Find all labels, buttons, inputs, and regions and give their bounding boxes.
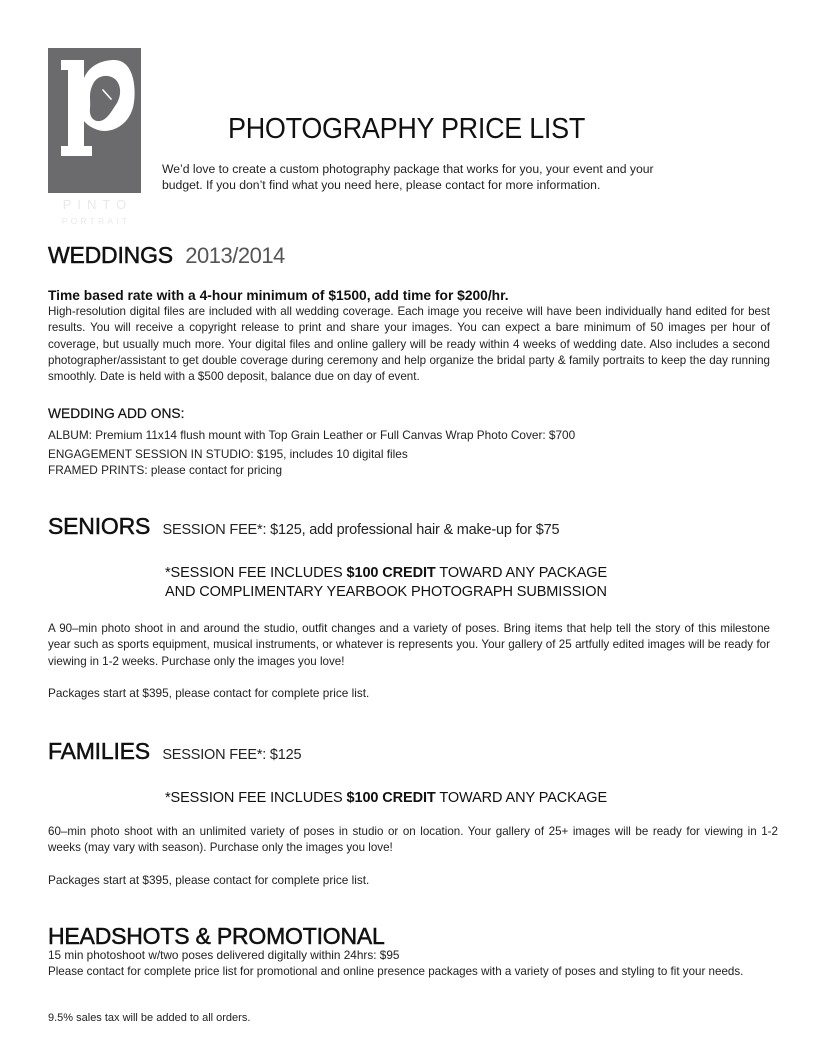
families-session-fee: SESSION FEE*: $125 [162,747,302,763]
seniors-note-line-1: *SESSION FEE INCLUDES $100 CREDIT TOWARD ANY PACKAGE [165,565,608,581]
logo-brand-line1: PINTO [62,197,133,212]
seniors-credit-note [165,564,607,602]
seniors-title: SENIORS [48,513,151,539]
credit-highlight: $100 CREDIT [346,565,436,581]
weddings-description: High-resolution digital files are included with all wedding coverage. Each image you receive will have been individually hand edited for best results. You will receive a copyright release to print and share your images. You can expect a bare minimum of 50 images per hour of coverage, but usually much more. Your digital files and online gallery will be ready within 4 weeks of wedding date. Also includes a second photographer/assistant to get double coverage during ceremony and help organize the bridal party & family portraits to keep the day running smoothly. Date is held with a $500 deposit, balance due on day of event. [48,305,770,384]
families-heading [48,738,301,765]
credit-highlight: $100 CREDIT [346,790,436,806]
weddings-year: 2013/2014 [185,243,285,268]
page-title: PHOTOGRAPHY PRICE LIST [228,113,586,145]
seniors-session-fee: SESSION FEE*: $125, add professional hair & make-up for $75 [162,522,560,538]
families-title: FAMILIES [48,738,150,764]
families-description: 60–min photo shoot with an unlimited variety of poses in studio or on location. Your gallery of 25+ images will be ready for viewing in 1-2 weeks (may vary with season). Purchase only the images you love! [48,825,778,855]
headshots-heading: HEADSHOTS & PROMOTIONAL [48,923,385,949]
weddings-heading [48,242,285,269]
seniors-heading [48,513,559,540]
families-note-line-1: *SESSION FEE INCLUDES $100 CREDIT TOWARD ANY PACKAGE [165,790,608,806]
wedding-addons-title: WEDDING ADD ONS: [48,406,185,421]
bean-p-icon [48,48,141,193]
intro-line-2: budget. If you don’t find what you need here, please contact for more information. [162,178,601,192]
headshots-description: Please contact for complete price list for promotional and online presence packages with a variety of poses and styling to fit your needs. [48,965,744,978]
addon-album: ALBUM: Premium 11x14 flush mount with Top Grain Leather or Full Canvas Wrap Photo Cover: $700 [48,428,576,442]
seniors-packages: Packages start at $395, please contact for complete price list. [48,686,370,700]
addon-framed-prints: FRAMED PRINTS: please contact for pricing [48,463,283,477]
addon-engagement-session: ENGAGEMENT SESSION IN STUDIO: $195, includes 10 digital files [48,447,408,461]
headshots-offer: 15 min photoshoot w/two poses delivered digitally within 24hrs: $95 [48,948,400,962]
families-packages: Packages start at $395, please contact for complete price list. [48,873,370,887]
families-credit-note [165,789,607,808]
seniors-note-line-2: AND COMPLIMENTARY YEARBOOK PHOTOGRAPH SUBMISSION [165,584,607,600]
intro-line-1: We’d love to create a custom photography package that works for you, your event and your [162,162,654,176]
weddings-title: WEDDINGS [48,242,173,268]
sales-tax-note: 9.5% sales tax will be added to all orders. [48,1012,251,1024]
seniors-description: A 90–min photo shoot in and around the studio, outfit changes and a variety of poses. Bring items that help tell the story of this milestone year such as sports equipment, musical instruments, or whatever is represents you. Your gallery of 25 artfully edited images will be ready for viewing in 1-2 weeks. Purchase only the images you love! [48,622,770,668]
intro-text [162,161,722,193]
weddings-rate: Time based rate with a 4-hour minimum of $1500, add time for $200/hr. [48,288,509,303]
logo-brand-line2: PORTRAIT [61,216,131,226]
pinto-portrait-logo [48,48,141,226]
